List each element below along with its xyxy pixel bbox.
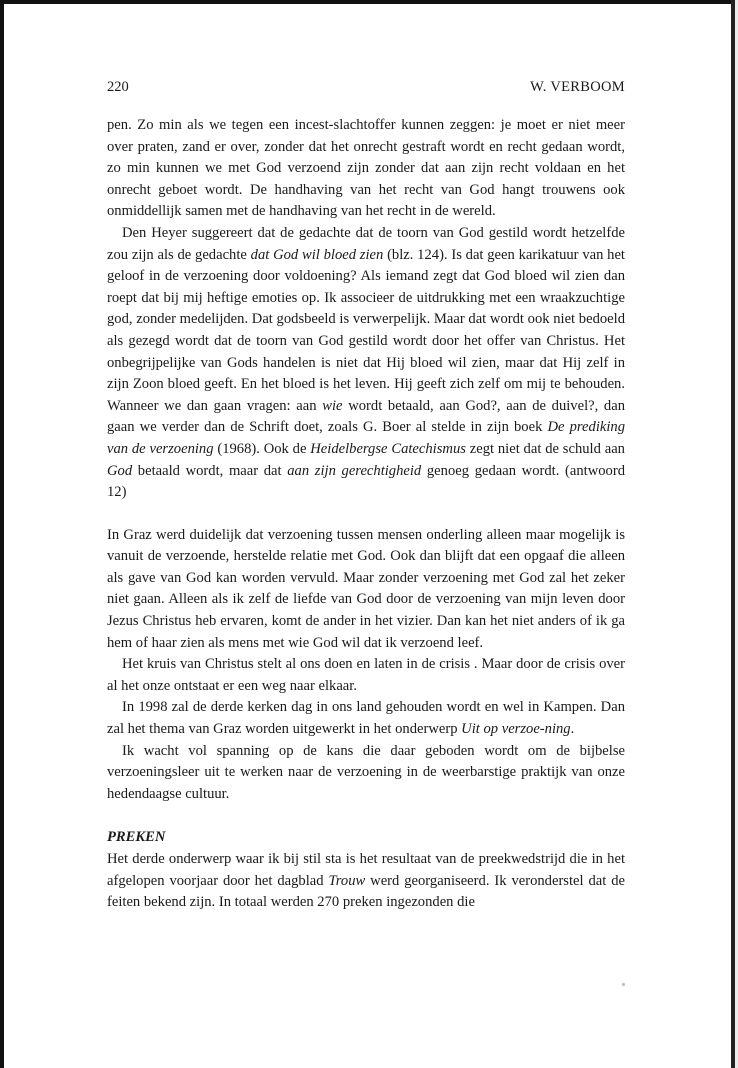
- book-page: [107, 79, 625, 914]
- paragraph-4: Het kruis van Christus stelt al ons doen en laten in de crisis . Maar door de crisis over al het onze ontstaat er een weg naar elkaar.: [107, 656, 625, 694]
- page-number: 220: [107, 79, 129, 95]
- section-heading: PREKEN: [107, 829, 166, 846]
- scan-edge-top: [0, 0, 738, 4]
- running-head: [107, 79, 625, 96]
- paragraph-2: Den Heyer suggereert dat de gedachte dat de toorn van God gestild wordt hetzelfde zou zijn als de gedachte dat God wil bloed zien (blz. 124). Is dat geen karikatuur van het geloof in de verzoening door voldoening? Als iemand zegt dat God bloed wil zien dan roept dat bij mij heftige emoties op. Ik associeer de uitdrukking met een wraakzuchtige god, zonder medelijden. Dat godsbeeld is verwerpelijk. Maar dat wordt ook niet bedoeld als gezegd wordt dat de toorn van God gestild wordt door het offer van Christus. Het onbegrijpelijke van Gods handelen is niet dat Hij bloed wil zien, maar dat Hij zelf in zijn Zoon bloed geeft. En het bloed is het leven. Hij geeft zich zelf om mij te behouden. Wanneer we dan gaan vragen: aan wie wordt betaald, aan God?, aan de duivel?, dan gaan we verder dan de Schrift doet, zoals G. Boer al stelde in zijn boek De prediking van de verzoening (1968). Ook de Heidelbergse Catechismus zegt niet dat de schuld aan God betaald wordt, maar dat aan zijn gerechtigheid genoeg gedaan wordt. (antwoord 12): [107, 224, 626, 501]
- running-head-author: W. VERBOOM: [530, 79, 625, 95]
- scan-speck: [622, 983, 625, 986]
- paragraph-7: Het derde onderwerp waar ik bij stil sta is het resultaat van de preekwedstrijd die in het afgelopen voorjaar door het dagblad Trouw werd georganiseerd. Ik veronderstel dat de feiten bekend zijn. In totaal werden 270 preken ingezonden die: [107, 851, 625, 911]
- paragraph-1: pen. Zo min als we tegen een incest-slachtoffer kunnen zeggen: je moet er niet meer over praten, zand er over, zonder dat het onrecht gestraft wordt en recht gedaan wordt, zo min kunnen we met God verzoend zijn zonder dat aan zijn recht voldaan en het onrecht geboet wordt. De handhaving van het recht van God hangt trouwens ook onmiddellijk samen met de handhaving van het recht in de wereld.: [107, 117, 625, 220]
- paragraph-5: In 1998 zal de derde kerken dag in ons land gehouden wordt en wel in Kampen. Dan zal het thema van Graz worden uitgewerkt in het onderwerp Uit op verzoe-ning.: [107, 699, 625, 738]
- scan-edge-left: [0, 0, 4, 1068]
- paragraph-3: In Graz werd duidelijk dat verzoening tussen mensen onderling alleen maar mogelijk is vanuit de verzoende, herstelde relatie met God. Ook dan blijft dat een opgaaf die alleen als gave van God kan worden vervuld. Maar zonder verzoening met God zal het zeker niet gaan. Alleen als ik zelf de liefde van God door de verzoening van mijn leven door Jezus Christus heb ervaren, komt de ander in het vizier. Dan kan het niet anders of ik ga hem of haar zien als mens met wie God wil dat ik verzoend leef.: [107, 526, 625, 651]
- paragraph-6: Ik wacht vol spanning op de kans die daar geboden wordt om de bijbelse verzoeningsleer uit te werken naar de verzoening in de weerbarstige praktijk van onze hedendaagse cultuur.: [107, 742, 625, 802]
